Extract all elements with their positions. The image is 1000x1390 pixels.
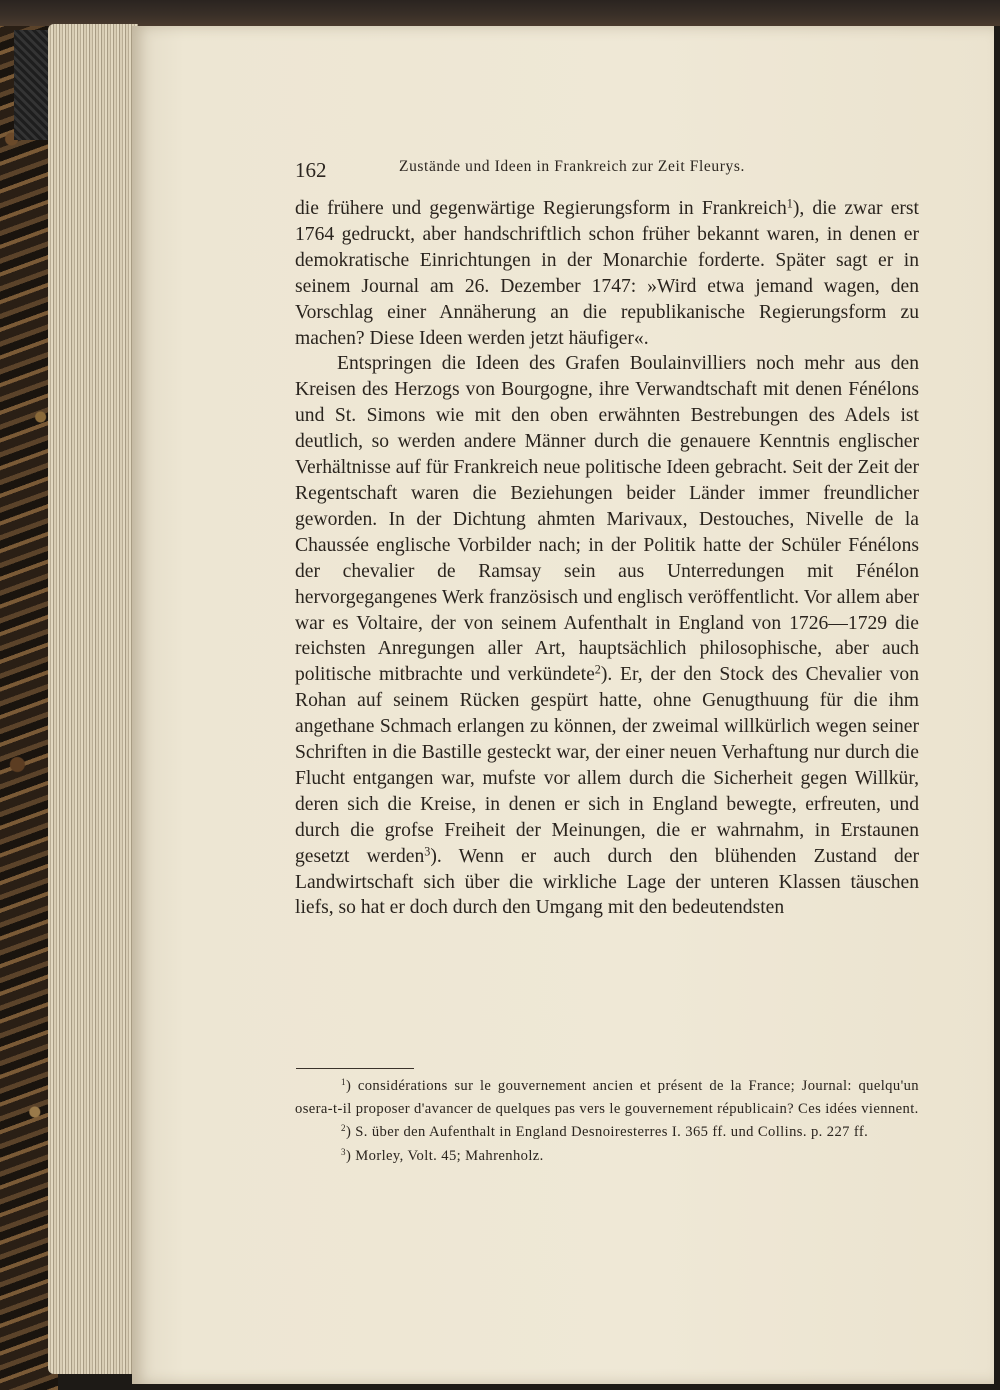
text-run: Entspringen die Ideen des Grafen Boulainvilliers noch mehr aus den Kreisen des Herzogs von Bourgogne, ihre Verwandtschaft mit denen Fénélons und St. Simons wie mit den oben erwähnten Bestrebungen des Adels ist deutlich, so werden andere Männer durch die genauere Kenntnis englischer Verhältnisse auf für Frankreich neue politische Ideen gebracht. Seit der Zeit der Regentschaft waren die Beziehungen beider Länder immer freundlicher geworden. In der Dichtung ahmten Marivaux, Destouches, Nivelle de la Chaussée englische Vorbilder nach; in der Politik hatte der Schüler Fénélons der chevalier de Ramsay sein aus Unterredungen mit Fénélon hervorgegangenes Werk französisch und englisch veröffentlicht. Vor allem aber war es Voltaire, der von seinem Aufenthalt in England von 1726—1729 die reichsten Anregungen aller Art, hauptsächlich philosophische, aber auch politische mitbrachte und verkündete bbox=[295, 353, 919, 686]
text-run: ). Wenn er auch durch den blühenden Zustand der Landwirtschaft sich über die wirkliche Lage der unteren Klassen täuschen liefs, so hat er doch durch den Umgang mit den bedeutendsten bbox=[295, 845, 919, 919]
text-run: die frühere und gegenwärtige Regierungsform in Frankreich bbox=[295, 198, 787, 219]
text-run: ). Er, der den Stock des Chevalier von Rohan auf seinem Rücken gespürt hatte, ohne Genugthuung für die ihm angethane Schmach erlangen zu können, der zweimal willkürlich wegen seiner Schriften in die Bastille gesteckt war, der einer neuen Verhaftung nur durch die Flucht entgangen war, mufste vor allem durch die Sicherheit gegen Willkür, deren sich die Kreise, in denen er sich in England bewegte, erfreuten, und durch die grofse Freiheit der Meinungen, die er wahrnahm, in Erstaunen gesetzt werden bbox=[295, 664, 920, 867]
footnote-ref: 2 bbox=[594, 662, 601, 677]
footnote: $^2$) S. über den Aufenthalt in England Desnoiresterres I. 365 ff. und Collins. p. 227 ff. bbox=[341, 1123, 869, 1141]
page-header bbox=[295, 152, 915, 186]
running-title: Zustände und Ideen in Frankreich zur Zeit Fleurys. bbox=[399, 158, 745, 175]
footnote-mark: 2 bbox=[341, 1123, 346, 1134]
body-text bbox=[295, 196, 919, 921]
footnote-text: Morley, Volt. 45; Mahrenholz. bbox=[355, 1147, 544, 1164]
footnote-ref: 1 bbox=[786, 196, 793, 211]
footnote-mark: 3 bbox=[341, 1146, 346, 1157]
cloth-binding-strip bbox=[14, 30, 50, 140]
text-run: ), die zwar erst 1764 gedruckt, aber handschriftlich schon früher bekannt waren, in denen er demokratische Einrichtungen in der Monarchie forderte. Später sagt er in seinem Journal am 26. Dezember 1747: »Wird etwa jemand wagen, den Vorschlag einer Annäherung an die republikanische Regierungsform zu machen? Diese Ideen werden jetzt häufiger«. bbox=[295, 198, 919, 349]
footnote-mark: 1 bbox=[341, 1077, 346, 1088]
footnote: $^3$) Morley, Volt. 45; Mahrenholz. bbox=[341, 1146, 544, 1164]
footnote-ref: 3 bbox=[424, 843, 431, 858]
footnote-divider bbox=[296, 1068, 414, 1069]
book-spine-top bbox=[0, 0, 1000, 26]
paragraph bbox=[295, 351, 919, 921]
footnote-text: S. über den Aufenthalt in England Desnoiresterres I. 365 ff. und Collins. p. 227 ff. bbox=[355, 1124, 869, 1141]
page-edges bbox=[48, 24, 138, 1374]
paragraph-continued bbox=[295, 196, 919, 351]
footnote-text: considérations sur le gouvernement ancien et présent de la France; Journal: quelqu'un osera-t-il proposer d'avancer de quelques pas vers le gouvernement républicain? Ces idées viennent. bbox=[295, 1078, 920, 1118]
footnote: $^1$) considérations sur le gouvernement ancien et présent de la France; Journal: quelqu'un osera-t-il proposer d'avancer de quelques pas vers le gouvernement républicain? Ces idées viennent. bbox=[295, 1077, 920, 1118]
footnotes bbox=[295, 1075, 919, 1168]
page-number: 162 bbox=[295, 158, 327, 182]
